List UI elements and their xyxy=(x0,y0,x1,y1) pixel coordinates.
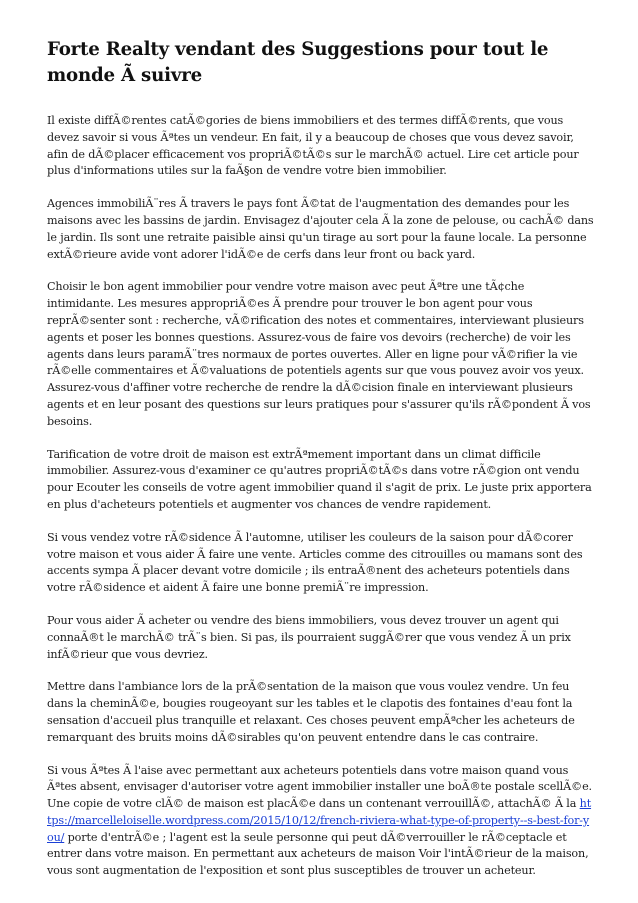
article-link[interactable]: https://marcelleloiselle.wordpress.com/2015/10/12/french-riviera-what-type-of-property--s-best-for-you/ xyxy=(47,797,592,844)
lockbox-text-before: Si vous Ãªtes Ã l'aise avec permettant aux acheteurs potentiels dans votre maison quand vous Ãªtes absent, envisager d'autoriser votre agent immobilier installer une boÃ®te postale scellÃ©e. Une copie de votre clÃ© de maison est placÃ©e dans un contenant verrouillÃ©, attachÃ© Ã la xyxy=(47,763,592,811)
paragraph-autumn-decor: Si vous vendez votre rÃ©sidence Ã l'automne, utiliser les couleurs de la saison pour dÃ©corer votre maison et vous aider Ã faire une vente. Articles comme des citrouilles ou mamans sont des accents sympa Ã placer devant votre domicile ; ils entraÃ®nent des acheteurs potentiels dans votre rÃ©sidence et aident Ã faire une bonne premiÃ¨re impression. xyxy=(47,530,583,595)
paragraph-garden-ponds: Agences immobiliÃ¨res Ã travers le pays font Ã©tat de l'augmentation des demandes pour les maisons avec les bassins de jardin. Envisagez d'ajouter cela Ã la zone de pelouse, ou cachÃ© dans le jardin. Ils sont une retraite paisible ainsi qu'un tirage au sort pour la faune locale. La personne extÃ©rieure avide vont adorer l'idÃ©e de cerfs dans leur front ou back yard. xyxy=(47,197,594,261)
paragraph-choosing-agent: Choisir le bon agent immobilier pour vendre votre maison avec peut Ãªtre une tÃ¢che intimidante. Les mesures appropriÃ©es Ã prendre pour trouver le bon agent pour vous reprÃ©senter sont : recherche, vÃ©rification des notes et commentaires, interviewant plusieurs agents et poser les bonnes questions. Assurez-vous de faire vos devoirs (recherche) de voir les agents dans leurs paramÃ¨tres normaux de portes ouvertes. Aller en ligne pour vÃ©rifier la vie rÃ©elle commentaires et Ã©valuations de potentiels agents sur que vous pouvez avoir vos yeux. Assurez-vous d'affiner votre recherche de rendre la dÃ©cision finale en interviewant plusieurs agents et en leur posant des questions sur leurs pratiques pour s'assurer qu'ils rÃ©pondent Ã vos besoins. xyxy=(47,280,591,428)
paragraph-ambiance: Mettre dans l'ambiance lors de la prÃ©sentation de la maison que vous voulez vendre. Un feu dans la cheminÃ©e, bougies rougeoyant sur les tables et le clapotis des fontaines d'eau font la sensation d'accueil plus tranquille et relaxant. Ces choses peuvent empÃªcher les acheteurs de remarquant des bruits moins dÃ©sirables qu'on peuvent entendre dans le cas contraire. xyxy=(47,680,575,744)
document-title: Forte Realty vendant des Suggestions pour tout le monde Ã suivre xyxy=(47,39,549,86)
lockbox-text-after: porte d'entrÃ©e ; l'agent est la seule personne qui peut dÃ©verrouiller le rÃ©ceptacle et entrer dans votre maison. En permettant aux acheteurs de maison Voir l'intÃ©rieur de la maison, vous sont augmentation de l'exposition et sont plus susceptibles de trouver un acheteur. xyxy=(47,830,589,878)
paragraph-lockbox xyxy=(47,763,594,881)
paragraph-pricing: Tarification de votre droit de maison est extrÃªmement important dans un climat difficile immobilier. Assurez-vous d'examiner ce qu'autres propriÃ©tÃ©s dans votre rÃ©gion ont vendu pour Ecouter les conseils de votre agent immobilier quand il s'agit de prix. Le juste prix apportera en plus d'acheteurs potentiels et augmenter vos chances de vendre rapidement. xyxy=(47,447,592,511)
paragraph-intro: Il existe diffÃ©rentes catÃ©gories de biens immobiliers et des termes diffÃ©rents, que vous devez savoir si vous Ãªtes un vendeur. En fait, il y a beaucoup de choses que vous devez savoir, afin de dÃ©placer efficacement vos propriÃ©tÃ©s sur le marchÃ© actuel. Lire cet article pour plus d'informations utiles sur la faÃ§on de vendre votre bien immobilier. xyxy=(47,114,579,178)
paragraph-market-agent: Pour vous aider Ã acheter ou vendre des biens immobiliers, vous devez trouver un agent qui connaÃ®t le marchÃ© trÃ¨s bien. Si pas, ils pourraient suggÃ©rer que vous vendez Ã un prix infÃ©rieur que vous devriez. xyxy=(47,613,571,661)
